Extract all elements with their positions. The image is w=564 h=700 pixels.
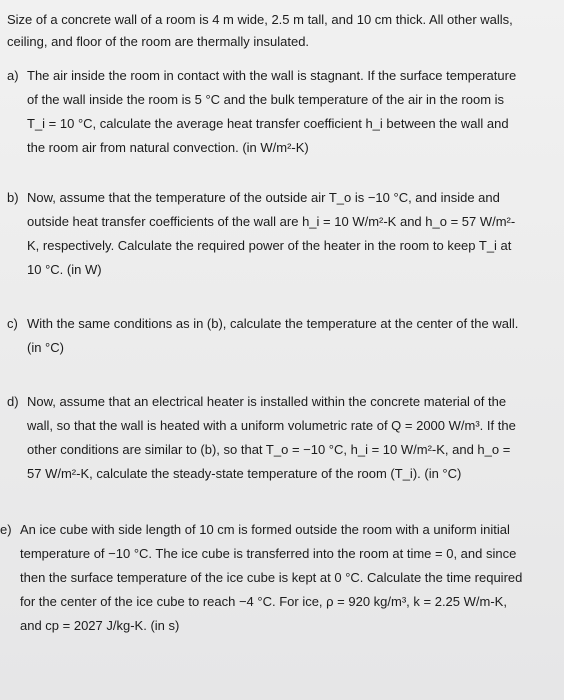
question-b-label: b) bbox=[7, 190, 19, 205]
question-a-label: a) bbox=[7, 68, 19, 83]
question-a bbox=[7, 64, 522, 160]
problem-intro: Size of a concrete wall of a room is 4 m wide, 2.5 m tall, and 10 cm thick. All other walls, ceiling, and floor of the room are thermally insulated. bbox=[7, 12, 513, 49]
question-b-text: Now, assume that the temperature of the outside air T_o is −10 °C, and inside and outside heat transfer coefficients of the wall are h_i = 10 W/m²-K and h_o = 57 W/m²-K, respectively. Calculate the required power of the heater in the room to keep T_i at 10 °C. (in W) bbox=[27, 190, 516, 277]
question-e bbox=[0, 518, 524, 638]
question-c-text: With the same conditions as in (b), calculate the temperature at the center of the wall. (in °C) bbox=[27, 316, 519, 355]
question-b bbox=[7, 186, 525, 282]
question-e-text: An ice cube with side length of 10 cm is formed outside the room with a uniform initial temperature of −10 °C. The ice cube is transferred into the room at time = 0, and since then the surface temperature of the ice cube is kept at 0 °C. Calculate the time required for the center of the ice cube to reach −4 °C. For ice, ρ = 920 kg/m³, k = 2.25 W/m-K, and cp = 2027 J/kg-K. (in s) bbox=[20, 522, 523, 633]
question-a-text: The air inside the room in contact with the wall is stagnant. If the surface temperature of the wall inside the room is 5 °C and the bulk temperature of the air in the room is T_i = 10 °C, calculate the average heat transfer coefficient h_i between the wall and the room air from natural convection. (in W/m²-K) bbox=[27, 68, 517, 155]
question-d bbox=[7, 390, 525, 486]
question-d-text: Now, assume that an electrical heater is installed within the concrete material of the wall, so that the wall is heated with a uniform volumetric rate of Q = 2000 W/m³. If the other conditions are similar to (b), so that T_o = −10 °C, h_i = 10 W/m²-K, and h_o = 57 W/m²-K, calculate the steady-state temperature of the room (T_i). (in °C) bbox=[27, 394, 516, 481]
question-c bbox=[7, 312, 525, 360]
question-c-label: c) bbox=[7, 316, 18, 331]
question-d-label: d) bbox=[7, 394, 19, 409]
question-e-label: e) bbox=[0, 522, 12, 537]
